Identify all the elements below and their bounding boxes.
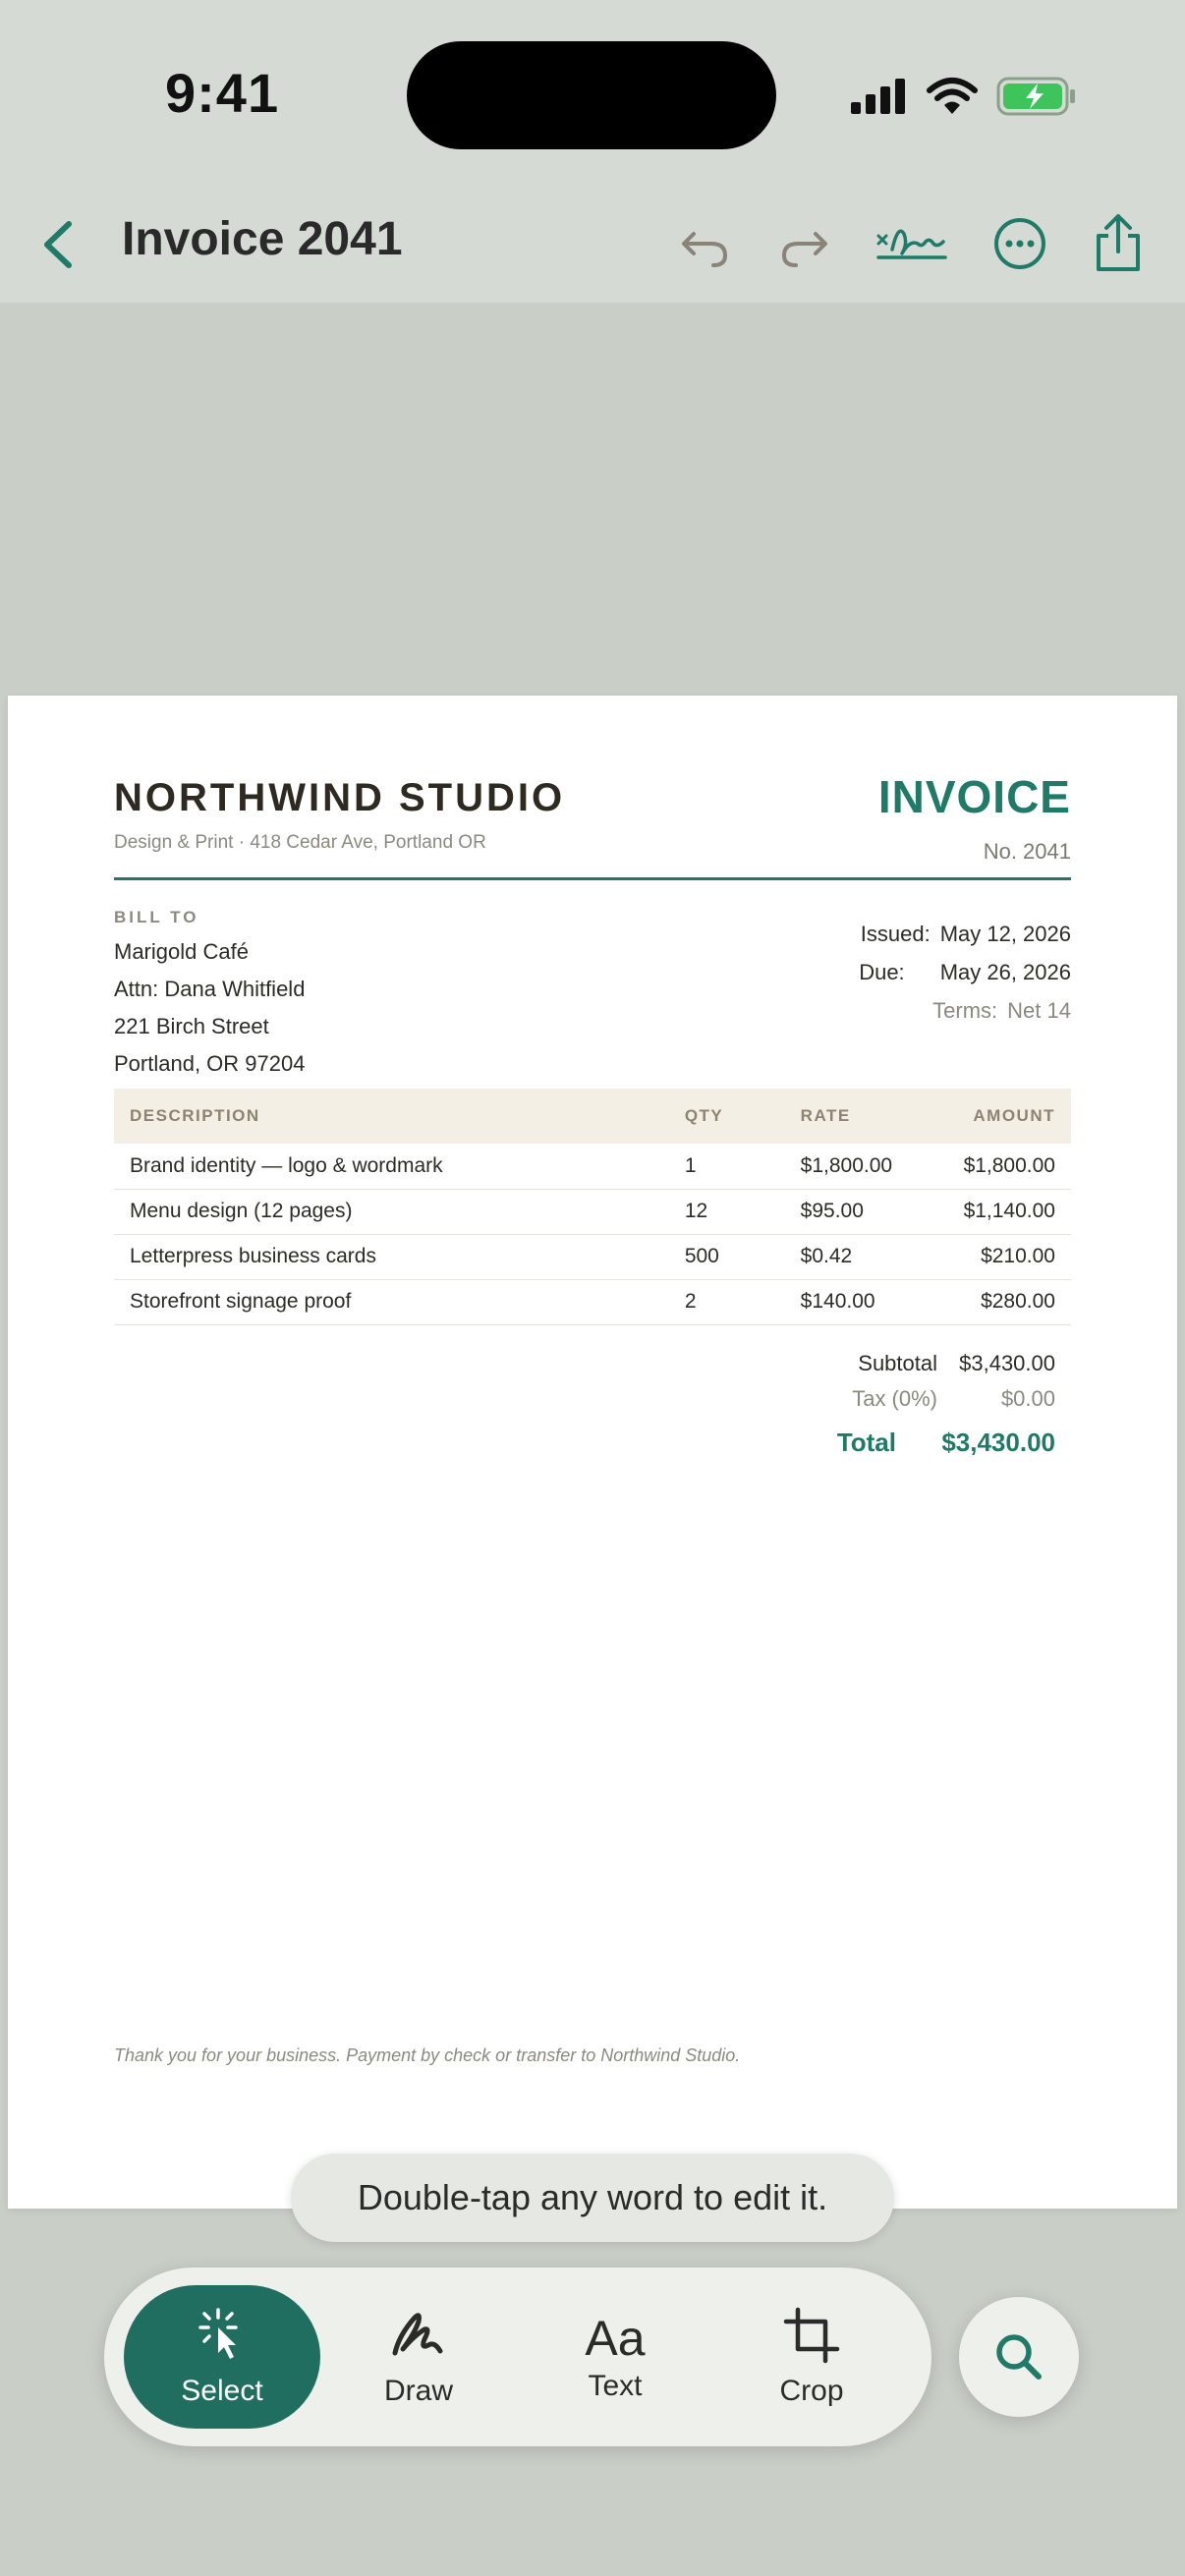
document-page[interactable] [8, 696, 1177, 2209]
dynamic-island [407, 41, 776, 149]
nav-actions [678, 208, 1146, 279]
item-amount: $210.00 [948, 1234, 1071, 1279]
issued-date: May 12, 2026 [939, 922, 1071, 946]
subtotal-value: $3,430.00 [959, 1350, 1055, 1375]
subtotal-label: Subtotal [858, 1350, 937, 1375]
total-label: Total [836, 1427, 896, 1457]
item-description: Letterpress business cards [114, 1234, 669, 1279]
page-title: Invoice 2041 [122, 213, 403, 265]
select-icon [193, 2306, 252, 2365]
cellular-signal-icon [849, 77, 908, 116]
signature-button[interactable] [875, 208, 949, 279]
top-bar [0, 0, 1185, 303]
issued-label: Issued: [860, 922, 931, 946]
bill-to-city: Portland, OR 97204 [114, 1051, 306, 1076]
company-name: NORTHWIND STUDIO [114, 776, 566, 819]
table-row [114, 1279, 1071, 1324]
item-description: Menu design (12 pages) [114, 1189, 669, 1234]
header-rule [114, 877, 1071, 880]
column-header-qty: QTY [669, 1089, 785, 1144]
battery-charging-icon [996, 76, 1077, 117]
draw-icon [389, 2306, 448, 2365]
total-value: $3,430.00 [941, 1427, 1055, 1457]
footer-note: Thank you for your business. Payment by check or transfer to Northwind Studio. [114, 2045, 741, 2065]
tax-row [852, 1386, 1055, 1412]
invoice-document [114, 771, 1071, 1479]
total-row [837, 1428, 1055, 1458]
item-description: Storefront signage proof [114, 1279, 669, 1324]
invoice-heading: INVOICE [877, 771, 1071, 822]
table-row [114, 1189, 1071, 1234]
ellipsis-circle-icon [992, 216, 1047, 271]
search-button[interactable] [959, 2297, 1079, 2417]
column-header-description: DESCRIPTION [114, 1089, 669, 1144]
tool-text-label: Text [588, 2370, 643, 2402]
bill-to-street: 221 Birch Street [114, 1014, 269, 1038]
subtotal-row [858, 1351, 1055, 1376]
share-button[interactable] [1091, 208, 1146, 279]
table-header-row [114, 1089, 1071, 1144]
terms-label: Terms: [932, 998, 998, 1023]
edit-hint-toast: Double-tap any word to edit it. [291, 2154, 894, 2242]
search-icon [991, 2329, 1046, 2384]
bill-to-name: Marigold Café [114, 939, 249, 964]
item-qty: 2 [669, 1279, 785, 1324]
item-qty: 1 [669, 1144, 785, 1189]
undo-icon [678, 216, 733, 271]
table-row [114, 1234, 1071, 1279]
item-description: Brand identity — logo & wordmark [114, 1144, 669, 1189]
redo-button[interactable] [776, 208, 831, 279]
more-button[interactable] [992, 208, 1047, 279]
chevron-left-icon [33, 210, 83, 279]
column-header-amount: AMOUNT [948, 1089, 1071, 1144]
wifi-icon [926, 77, 979, 116]
tool-draw[interactable] [320, 2285, 517, 2429]
due-date: May 26, 2026 [939, 960, 1071, 984]
due-row [859, 960, 1071, 985]
tool-crop-label: Crop [779, 2375, 844, 2407]
tool-select[interactable] [124, 2285, 320, 2429]
totals-section [114, 1351, 1071, 1479]
bill-to-section [114, 908, 1071, 1075]
table-row [114, 1144, 1071, 1189]
item-rate: $0.42 [785, 1234, 948, 1279]
share-icon [1091, 212, 1146, 275]
bill-to-attn: Attn: Dana Whitfield [114, 977, 306, 1001]
status-icons [849, 69, 1077, 124]
redo-icon [776, 216, 831, 271]
terms-row [859, 998, 1071, 1024]
item-qty: 500 [669, 1234, 785, 1279]
signature-icon [875, 214, 949, 273]
tool-text[interactable] [517, 2285, 713, 2429]
tool-select-label: Select [181, 2375, 263, 2407]
invoice-number: No. 2041 [983, 839, 1071, 864]
item-rate: $95.00 [785, 1189, 948, 1234]
item-amount: $1,140.00 [948, 1189, 1071, 1234]
item-rate: $140.00 [785, 1279, 948, 1324]
tool-crop[interactable] [713, 2285, 910, 2429]
bill-to-label: BILL TO [114, 908, 199, 926]
crop-icon [782, 2306, 841, 2365]
company-address: Design & Print · 418 Cedar Ave, Portland OR [114, 832, 486, 853]
bottom-toolbar [104, 2268, 931, 2446]
line-items-table [114, 1089, 1071, 1325]
item-rate: $1,800.00 [785, 1144, 948, 1189]
tax-label: Tax (0%) [852, 1385, 937, 1411]
status-time: 9:41 [165, 62, 280, 124]
tool-draw-label: Draw [383, 2375, 453, 2407]
item-amount: $1,800.00 [948, 1144, 1071, 1189]
issued-row [859, 922, 1071, 947]
column-header-rate: RATE [785, 1089, 948, 1144]
due-label: Due: [859, 960, 905, 984]
terms-value: Net 14 [1007, 998, 1071, 1023]
item-qty: 12 [669, 1189, 785, 1234]
item-amount: $280.00 [948, 1279, 1071, 1324]
undo-button[interactable] [678, 208, 733, 279]
back-button[interactable] [33, 210, 83, 279]
text-icon: Aa [585, 2311, 646, 2366]
tax-value: $0.00 [1000, 1385, 1055, 1411]
invoice-meta [859, 922, 1071, 1036]
